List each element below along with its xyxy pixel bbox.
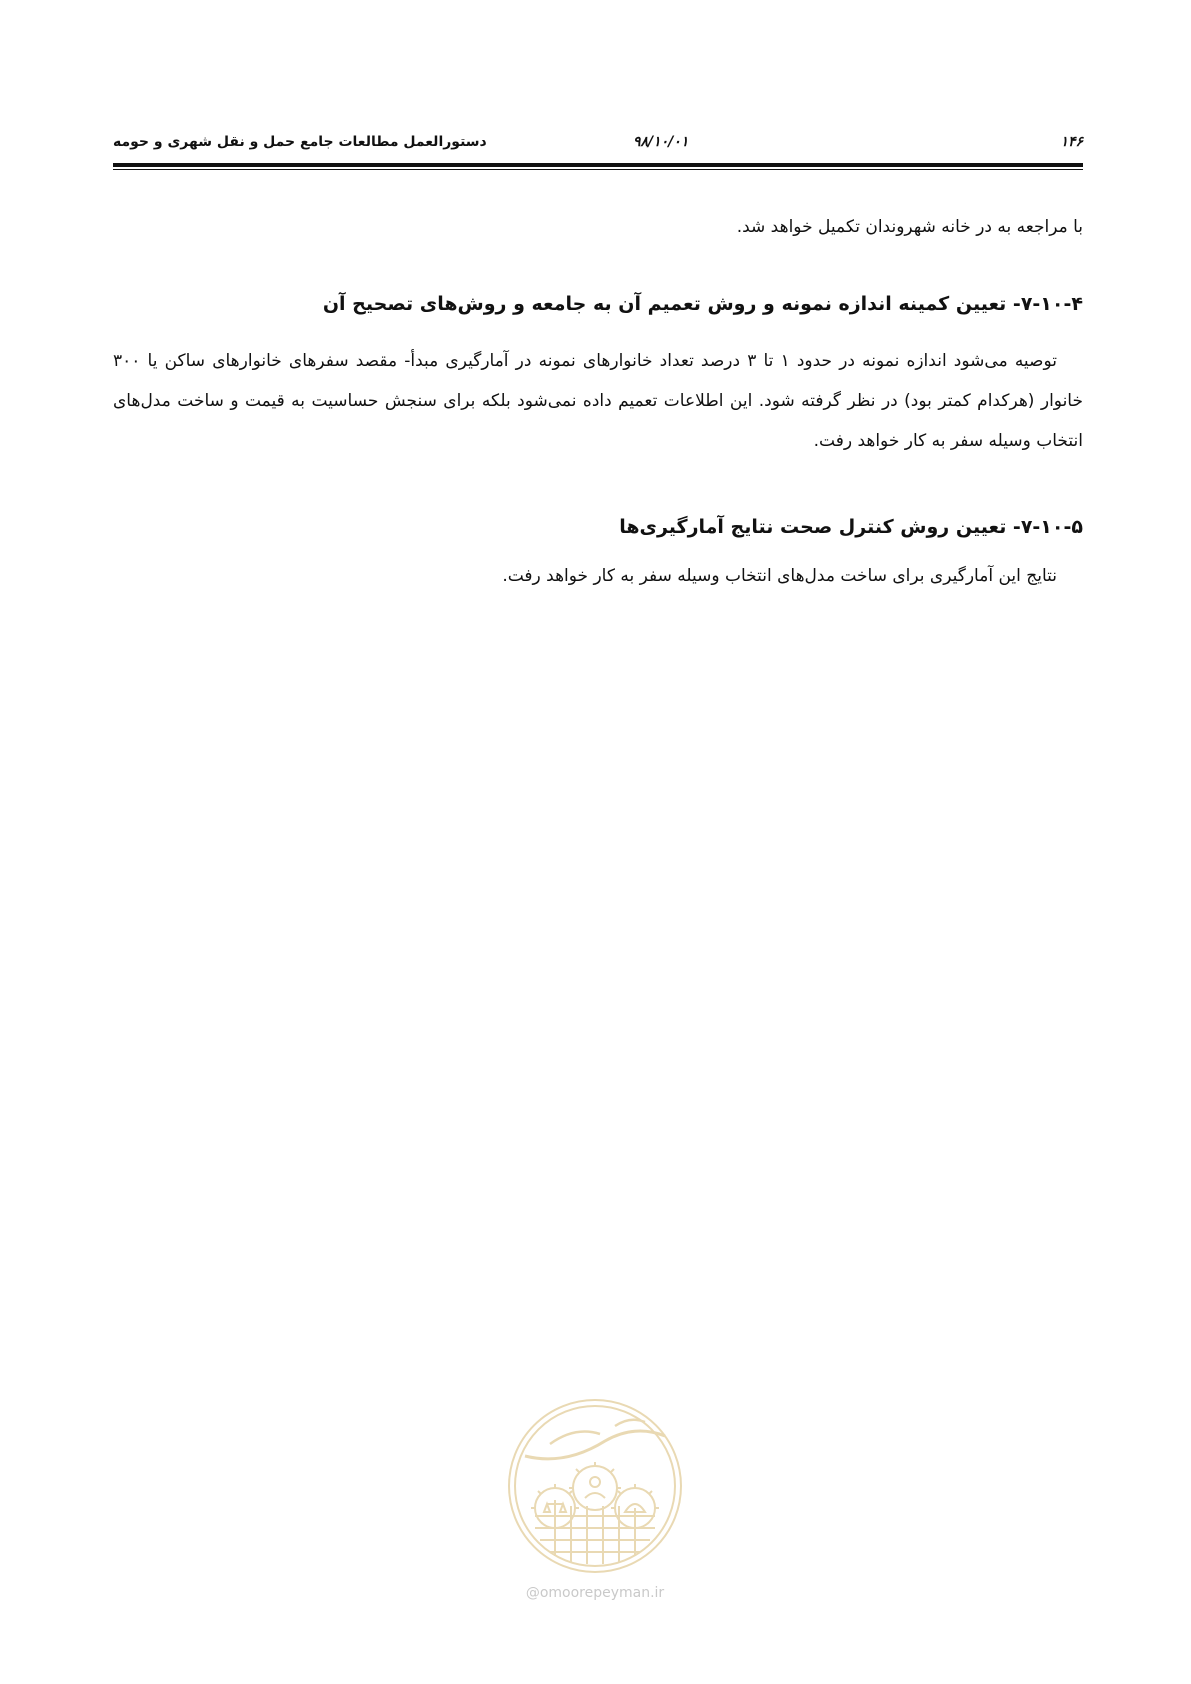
section-paragraph-7-10-5: نتایج این آمارگیری برای ساخت مدل‌های انتخاب وسیله سفر به کار خواهد رفت. xyxy=(502,566,1057,586)
watermark-logo xyxy=(505,1396,685,1576)
section-heading-7-10-4: ۷-۱۰-۴- تعیین کمینه اندازه نمونه و روش تعمیم آن به جامعه و روش‌های تصحیح آن xyxy=(322,293,1083,315)
header-date: ۹۸/۱۰/۰۱ xyxy=(633,134,689,150)
section-paragraph-7-10-4: توصیه می‌شود اندازه نمونه در حدود ۱ تا ۳ درصد تعداد خانوارهای نمونه در آمارگیری مبدأ- مقصد سفرهای خانوارهای ساکن یا ۳۰۰ خانوار (هرکدام کمتر بود) در نظر گرفته شود. این اطلاعات تعمیم داده نمی‌شود بلکه برای سنجش حساسیت به قیمت و ساخت مدل‌های انتخاب وسیله سفر به کار خواهد رفت. xyxy=(113,351,1083,451)
header-rule-thin xyxy=(113,169,1083,170)
page-number: ۱۴۶ xyxy=(1060,134,1083,150)
header-title: دستورالعمل مطالعات جامع حمل و نقل شهری و حومه xyxy=(113,134,487,150)
continuation-paragraph: با مراجعه به در خانه شهروندان تکمیل خواهد شد. xyxy=(736,217,1083,237)
header-rule-thick xyxy=(113,163,1083,167)
page-header xyxy=(113,130,1083,154)
section-heading-7-10-5: ۷-۱۰-۵- تعیین روش کنترل صحت نتایج آمارگیری‌ها xyxy=(619,516,1083,538)
watermark-site: @omoorepeyman.ir xyxy=(525,1585,665,1601)
